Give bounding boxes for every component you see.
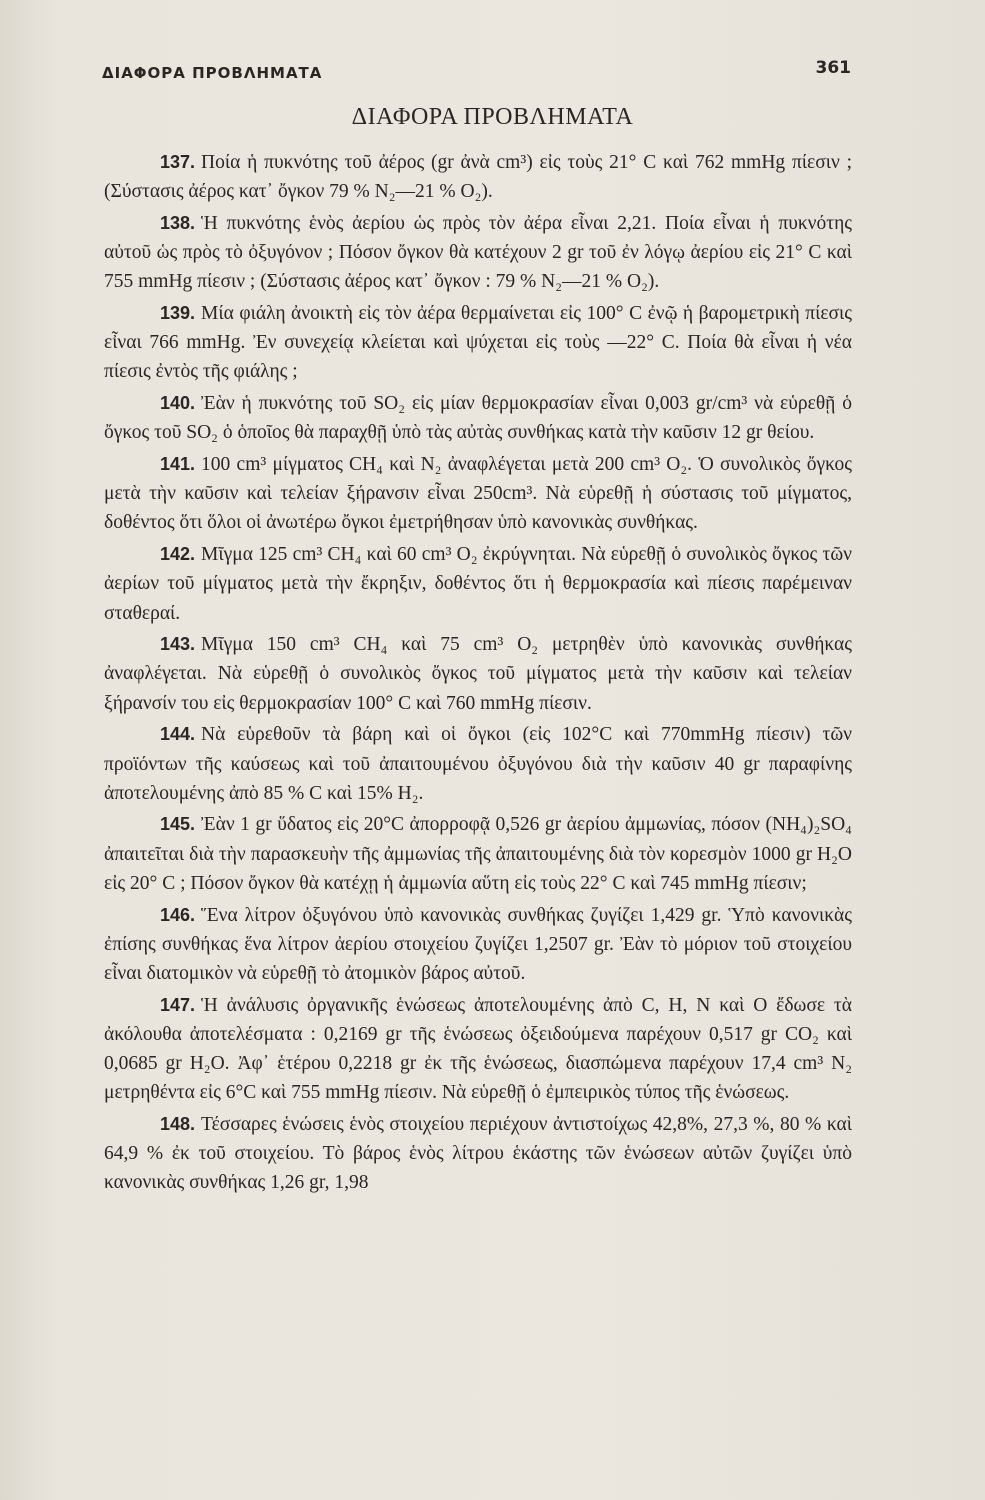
problem-137 [104, 148, 852, 206]
problem-list [104, 148, 852, 1200]
problem-138 [104, 209, 852, 297]
section-title: ΔΙΑΦΟΡΑ ΠΡΟΒΛΗΜΑΤΑ [351, 104, 634, 130]
problem-number: 146. [160, 904, 196, 925]
problem-143 [104, 630, 852, 718]
problem-text: Μῖγμα 125 cm³ CH₄ καὶ 60 cm³ O₂ ἐκρύγνηται. Νὰ εὑρεθῇ ὁ συνολικὸς ὄγκος τῶν ἀερίων τοῦ μίγματος μετὰ τὴν ἔκρηξιν, δοθέντος ὅτι ἡ θερμοκρασία καὶ πίεσις παρέμειναν σταθεραί. [104, 544, 852, 624]
problem-number: 140. [160, 393, 196, 414]
problem-text: Μῖγμα 150 cm³ CH₄ καὶ 75 cm³ O₂ μετρηθὲν ὑπὸ κανονικὰς συνθήκας ἀναφλέγεται. Νὰ εὑρεθῇ ὁ συνολικὸς ὄγκος τοῦ μίγματος μετὰ τὴν καῦσιν καὶ τελείαν ξήρανσίν του εἰς θερμοκρασίαν 100° C καὶ 760 mmHg πίεσιν. [104, 634, 852, 714]
problem-number: 144. [160, 724, 196, 745]
problem-139 [104, 299, 852, 387]
running-title: ΔΙΑΦΟΡΑ ΠΡΟΒΛΗΜΑΤΑ [102, 64, 323, 82]
running-header [102, 58, 851, 84]
problem-145 [104, 810, 852, 898]
problem-142 [104, 540, 852, 628]
problem-number: 141. [160, 454, 196, 475]
problem-number: 145. [160, 814, 196, 835]
problem-text: Ἐὰν ἡ πυκνότης τοῦ SO₂ εἰς μίαν θερμοκρασίαν εἶναι 0,003 gr/cm³ νὰ εὑρεθῇ ὁ ὄγκος τοῦ SO₂ ὁ ὁποῖος θὰ παραχθῇ ὑπὸ τὰς αὐτὰς συνθήκας κατὰ τὴν καῦσιν 12 gr θείου. [104, 393, 852, 444]
problem-text: Ἡ ἀνάλυσις ὀργανικῆς ἑνώσεως ἀποτελουμένης ἀπὸ C, H, N καὶ O ἔδωσε τὰ ἀκόλουθα ἀποτελέσματα : 0,2169 gr τῆς ἑνώσεως ὀξειδούμενα παρέχουν 0,517 gr CO₂ καὶ 0,0685 gr H₂O. Ἀφ᾽ ἑτέρου 0,2218 gr ἐκ τῆς ἑνώσεως, διασπώμενα παρέχουν 17,4 cm³ N₂ μετρηθέντα εἰς 6°C καὶ 755 mmHg πίεσιν. Νὰ εὑρεθῇ ὁ ἐμπειρικὸς τύπος τῆς ἑνώσεως. [104, 994, 852, 1104]
problem-number: 147. [160, 994, 196, 1015]
problem-148 [104, 1110, 852, 1198]
problem-number: 139. [160, 303, 196, 324]
problem-text: Τέσσαρες ἑνώσεις ἑνὸς στοιχείου περιέχουν ἀντιστοίχως 42,8%, 27,3 %, 80 % καὶ 64,9 % ἐκ τοῦ στοιχείου. Τὸ βάρος ἑνὸς λίτρου ἑκάστης τῶν ἑνώσεων αὐτῶν ζυγίζει ὑπὸ κανονικὰς συνθήκας 1,26 gr, 1,98 [104, 1114, 852, 1194]
problem-text: Ποία ἡ πυκνότης τοῦ ἀέρος (gr ἀνὰ cm³) εἰς τοὺς 21° C καὶ 762 mmHg πίεσιν ; (Σύστασις ἀέρος κατ᾽ ὄγκον 79 % N₂—21 % O₂). [104, 152, 852, 203]
problem-146 [104, 901, 852, 989]
problem-number: 137. [160, 152, 196, 172]
problem-147 [104, 991, 852, 1108]
problem-text: 100 cm³ μίγματος CH₄ καὶ N₂ ἀναφλέγεται μετὰ 200 cm³ O₂. Ὁ συνολικὸς ὄγκος μετὰ τὴν καῦσιν καὶ τελείαν ξήρανσιν εἶναι 250cm³. Νὰ εὑρεθῇ ἡ σύστασις τοῦ μίγματος, δοθέντος ὅτι ὅλοι οἱ ἀνωτέρω ὄγκοι ἐμετρήθησαν ὑπὸ κανονικὰς συνθήκας. [104, 454, 852, 534]
problem-text: Νὰ εὑρεθοῦν τὰ βάρη καὶ οἱ ὄγκοι (εἰς 102°C καὶ 770mmHg πίεσιν) τῶν προϊόντων τῆς καύσεως καὶ τοῦ ἀπαιτουμένου ὀξυγόνου διὰ τὴν καῦσιν 40 gr παραφίνης ἀποτελουμένης ἀπὸ 85 % C καὶ 15% H₂. [104, 724, 852, 804]
page-number: 361 [815, 58, 851, 78]
problem-text: Ἡ πυκνότης ἑνὸς ἀερίου ὡς πρὸς τὸν ἀέρα εἶναι 2,21. Ποία εἶναι ἡ πυκνότης αὐτοῦ ὡς πρὸς τὸ ὀξυγόνον ; Πόσον ὄγκον θὰ κατέχουν 2 gr τοῦ ἐν λόγῳ ἀερίου εἰς 21° C καὶ 755 mmHg πίεσιν ; (Σύστασις ἀέρος κατ᾽ ὄγκον : 79 % N₂—21 % O₂). [104, 212, 852, 293]
problem-141 [104, 450, 852, 538]
problem-number: 148. [160, 1114, 196, 1134]
problem-140 [104, 389, 852, 447]
problem-number: 142. [160, 544, 196, 565]
problem-text: Μία φιάλη ἀνοικτὴ εἰς τὸν ἀέρα θερμαίνεται εἰς 100° C ἐνῷ ἡ βαρομετρικὴ πίεσις εἶναι 766 mmHg. Ἐν συνεχείᾳ κλείεται καὶ ψύχεται εἰς τοὺς —22° C. Ποία θὰ εἶναι ἡ νέα πίεσις ἐντὸς τῆς φιάλης ; [104, 303, 852, 383]
problem-text: Ἐὰν 1 gr ὕδατος εἰς 20°C ἀπορροφᾷ 0,526 gr ἀερίου ἀμμωνίας, πόσον (NH₄)₂SO₄ ἀπαιτεῖται διὰ τὴν παρασκευὴν τῆς ἀμμωνίας τῆς ἀπαιτουμένης διὰ τὸν κορεσμὸν 1000 gr H₂O εἰς 20° C ; Πόσον ὄγκον θὰ κατέχῃ ἡ ἀμμωνία αὕτη εἰς τοὺς 22° C καὶ 745 mmHg πίεσιν; [104, 814, 852, 894]
problem-number: 143. [160, 634, 196, 655]
problem-number: 138. [160, 212, 196, 233]
problem-144 [104, 720, 852, 808]
problem-text: Ἕνα λίτρον ὀξυγόνου ὑπὸ κανονικὰς συνθήκας ζυγίζει 1,429 gr. Ὑπὸ κανονικὰς ἐπίσης συνθήκας ἕνα λίτρον ἀερίου στοιχείου ζυγίζει 1,2507 gr. Ἐὰν τὸ μόριον τοῦ στοιχείου εἶναι διατομικὸν νὰ εὑρεθῇ τὸ ἀτομικὸν βάρος αὐτοῦ. [104, 904, 852, 984]
